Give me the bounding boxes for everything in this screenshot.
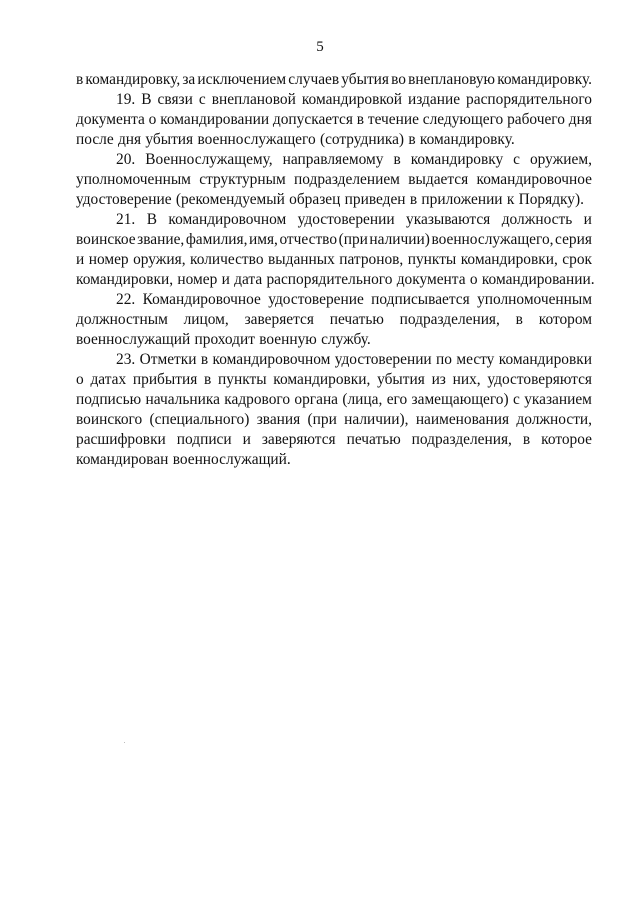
word: из [431,371,446,388]
word: допускается [272,111,353,128]
word: фамилия, [185,231,248,248]
word: за [182,71,196,88]
word: внеплановой [211,91,296,108]
word: командировки, [273,371,371,388]
word: наличии) [369,231,430,248]
word: 23. [116,351,136,368]
word: В [146,211,157,228]
word: них, [452,371,481,388]
word: службу. [321,331,371,348]
word: В [141,91,152,108]
word: печатью [346,431,401,448]
word: командировку, [85,71,181,88]
word: подразделения, [399,311,500,328]
text-line [76,230,592,250]
word: месту [456,351,495,368]
text-line [76,450,592,470]
word: должностным [76,311,168,328]
word: в [408,131,416,148]
word: с [513,151,520,168]
word: имя, [248,231,278,248]
word: о [148,111,157,128]
word: лицом, [183,311,229,328]
word: удостоверение [268,291,364,308]
word: патронов, [339,251,404,268]
paragraph [76,70,592,90]
word: связи [157,91,193,108]
word: удостоверении [334,351,432,368]
word: командировкой [301,91,402,108]
word: расшифровки [76,431,166,448]
word: уполномоченным [477,291,592,308]
word: рабочего [507,111,565,128]
word: звания [256,411,301,428]
word: печатью [329,311,384,328]
word: в [409,191,418,208]
text-line [76,290,592,310]
word: заверяется [244,311,314,328]
word: и [221,271,230,288]
word: пункты [407,251,457,268]
word: кадрового [224,391,291,408]
word: в [522,431,531,448]
text-line [76,310,592,330]
word: Военнослужащему, [145,151,273,168]
word: отчество [279,231,338,248]
word: воинского [76,411,143,428]
word: военнослужащий. [172,451,291,468]
word: дня [568,111,592,128]
word: удостоверяются [487,371,592,388]
word: (сотрудника) [319,131,405,148]
text-line [76,130,592,150]
word: командировку. [497,71,592,88]
text-line [76,270,595,290]
word: номер [88,251,129,268]
word: по [436,351,452,368]
word: органа [294,391,339,408]
text-line [76,390,592,410]
word: распорядительного [466,91,592,108]
word: подразделением [294,171,400,188]
word: командировку [410,151,504,168]
word: (лица, [342,391,383,408]
text-line [76,410,592,430]
word: удостоверении [297,211,395,228]
word: выданных [268,251,335,268]
word: направляемому [282,151,384,168]
word: проходит [194,331,255,348]
word: указанием [524,391,592,408]
word: (при [338,231,368,248]
word: о [76,371,84,388]
scan-artifact-dot [124,742,125,743]
text-line [76,250,592,270]
word: дата [234,271,263,288]
word: 20. [116,151,136,168]
text-line [76,370,592,390]
word: звание, [137,231,185,248]
text-line [76,210,592,230]
word: военнослужащего, [431,231,554,248]
paragraph [76,350,592,470]
word: оружия, [133,251,186,268]
word: и [583,211,592,228]
text-line [76,170,592,190]
word: оружием, [529,151,592,168]
word: распорядительного [266,271,393,288]
word: пункты [218,371,267,388]
word: в [200,351,209,368]
word: течение [367,111,419,128]
text-line [76,350,592,370]
word: приложении [421,191,503,208]
word: количество [190,251,264,268]
word: убытия [377,371,425,388]
word: дня [117,131,142,148]
word: номер [177,271,218,288]
word: издание [408,91,461,108]
word: командировки, [460,251,558,268]
word: и [76,251,85,268]
word: подписывается [371,291,470,308]
word: исключением [197,71,287,88]
word: командировки, [76,271,174,288]
word: о [469,271,478,288]
word: во [391,71,406,88]
word: командировочном [168,211,287,228]
word: структурным [199,171,286,188]
text-line [76,150,592,170]
word: наличии), [344,411,409,428]
word: (при [307,411,337,428]
word: командировки [498,351,592,368]
word: подписи [176,431,232,448]
word: к [506,191,515,208]
word: в [515,311,523,328]
word: должности, [516,411,592,428]
word: в [393,151,401,168]
text-line [76,430,592,450]
word: 19. [116,91,136,108]
word: прибытия [132,371,198,388]
word: Отметки [139,351,197,368]
word: удостоверение [76,191,172,208]
word: уполномоченным [76,171,191,188]
word: подписью [76,391,142,408]
word: должность [501,211,573,228]
word: (специального) [149,411,250,428]
word: военнослужащего [197,131,316,148]
word: в [76,71,84,88]
word: командировочном [212,351,331,368]
word: серия [555,231,592,248]
word: с [512,391,520,408]
word: командирован [76,451,169,468]
text-line [76,70,592,90]
text-line [76,110,592,130]
word: (рекомендуемый [175,191,285,208]
word: выдается [408,171,469,188]
paragraph [76,150,592,210]
word: указываются [406,211,491,228]
paragraph [76,210,595,290]
word: заверяются [261,431,336,448]
text-line [76,330,592,350]
paragraph [76,290,592,350]
word: датах [90,371,127,388]
word: воинское [76,231,136,248]
word: в [204,371,212,388]
word: срок [562,251,592,268]
word: убытия [341,71,389,88]
paragraph [76,90,592,150]
word: военную [259,331,317,348]
word: следующего [422,111,504,128]
word: после [76,131,114,148]
word: командировку. [419,131,515,148]
text-line [76,190,592,210]
word: начальника [145,391,220,408]
word: 22. [116,291,136,308]
word: и [242,431,251,448]
word: командировании. [481,271,595,288]
word: его [386,391,408,408]
word: случаев [288,71,340,88]
word: военнослужащий [76,331,191,348]
word: наименования [415,411,510,428]
word: командировании [160,111,270,128]
word: с [198,91,206,108]
word: приведен [344,191,406,208]
text-line [76,90,592,110]
word: которое [541,431,592,448]
word: командировочное [476,171,592,188]
word: в [356,111,365,128]
word: Командировочное [142,291,261,308]
document-body [76,70,595,470]
word: документа [76,111,145,128]
word: документа [396,271,466,288]
word: образец [289,191,341,208]
word: внеплановую [408,71,496,88]
word: убытия [145,131,194,148]
word: подразделения, [411,431,512,448]
word: котором [538,311,592,328]
page-number: 5 [316,39,324,55]
word: замещающего) [411,391,509,408]
word: Порядку). [518,191,584,208]
word: 21. [116,211,136,228]
